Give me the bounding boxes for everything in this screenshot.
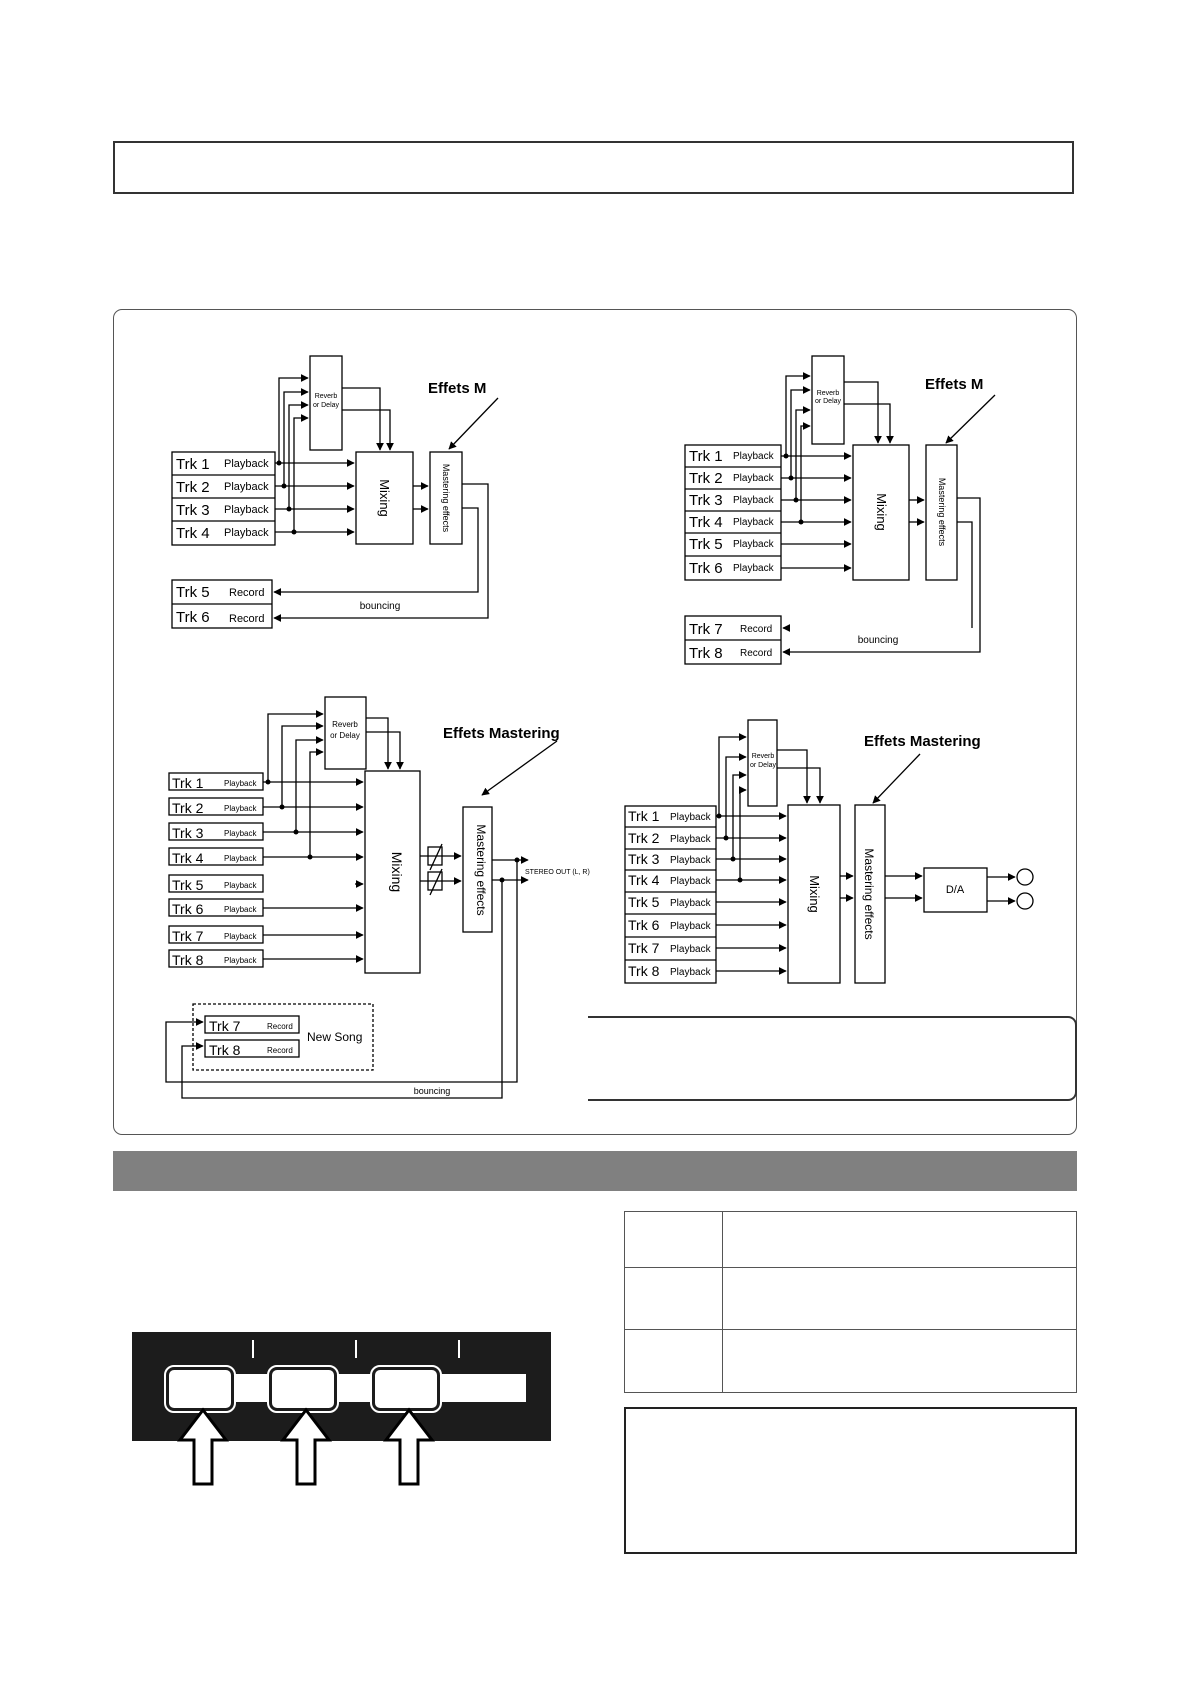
track-mode: Playback bbox=[224, 481, 269, 493]
mastering-label: Mastering effects bbox=[862, 848, 876, 940]
reverb-label: or Delay bbox=[330, 731, 360, 740]
reverb-label: Reverb bbox=[314, 393, 338, 400]
mixing-label: Mixing bbox=[874, 493, 889, 531]
track-name: Trk 5 bbox=[628, 894, 660, 910]
diagram-mixdown-stereo bbox=[625, 720, 1033, 983]
track-name: Trk 4 bbox=[689, 514, 723, 531]
track-mode: Playback bbox=[670, 834, 711, 845]
track-name: Trk 7 bbox=[628, 940, 660, 956]
diagram-bounce-6-to-2 bbox=[685, 356, 995, 664]
track-name: Trk 8 bbox=[628, 963, 660, 979]
track-mode: Playback bbox=[224, 881, 257, 890]
new-song-label: New Song bbox=[307, 1030, 363, 1044]
effects-label: Effets Mastering bbox=[443, 725, 560, 742]
track-name: Trk 2 bbox=[628, 830, 660, 846]
diagram-bounce-to-new-song bbox=[166, 697, 590, 1098]
track-name: Trk 7 bbox=[209, 1018, 241, 1034]
track-mode: Playback bbox=[733, 495, 774, 506]
track-mode: Playback bbox=[224, 779, 257, 788]
bouncing-label: bouncing bbox=[413, 1086, 451, 1096]
track-name: Trk 2 bbox=[172, 800, 204, 816]
track-mode: Playback bbox=[670, 812, 711, 823]
effects-label: Effets M bbox=[428, 380, 487, 397]
track-name: Trk 6 bbox=[176, 609, 210, 626]
track-name: Trk 8 bbox=[689, 645, 723, 662]
track-mode: Playback bbox=[733, 473, 774, 484]
track-name: Trk 1 bbox=[176, 456, 210, 473]
track-name: Trk 5 bbox=[172, 877, 204, 893]
diagram-bounce-4-to-2 bbox=[172, 356, 498, 628]
mixing-label: Mixing bbox=[389, 851, 405, 893]
track-name: Trk 6 bbox=[689, 560, 723, 577]
track-name: Trk 1 bbox=[628, 808, 660, 824]
track-mode: Record bbox=[740, 624, 773, 635]
track-name: Trk 5 bbox=[689, 536, 723, 553]
track-name: Trk 7 bbox=[689, 621, 723, 638]
mixing-label: Mixing bbox=[807, 875, 822, 913]
track-mode: Playback bbox=[224, 932, 257, 941]
track-mode: Record bbox=[229, 587, 265, 599]
track-mode: Playback bbox=[733, 451, 774, 462]
track-mode: Playback bbox=[224, 956, 257, 965]
track-mode: Playback bbox=[224, 458, 269, 470]
track-name: Trk 4 bbox=[172, 850, 204, 866]
track-mode: Playback bbox=[224, 829, 257, 838]
track-name: Trk 8 bbox=[172, 952, 204, 968]
track-name: Trk 2 bbox=[176, 479, 210, 496]
track-mode: Playback bbox=[224, 905, 257, 914]
track-name: Trk 3 bbox=[172, 825, 204, 841]
track-mode: Playback bbox=[224, 804, 257, 813]
track-mode: Playback bbox=[224, 504, 269, 516]
stereo-out-label: STEREO OUT (L, R) bbox=[525, 869, 590, 876]
track-mode: Record bbox=[740, 648, 773, 659]
mixing-label: Mixing bbox=[377, 479, 392, 517]
track-name: Trk 1 bbox=[172, 775, 204, 791]
effects-label: Effets Mastering bbox=[864, 733, 981, 750]
track-mode: Playback bbox=[670, 855, 711, 866]
track-mode: Playback bbox=[224, 854, 257, 863]
mastering-label: Mastering effects bbox=[441, 463, 451, 533]
track-mode: Playback bbox=[733, 517, 774, 528]
track-mode: Playback bbox=[670, 876, 711, 887]
track-name: Trk 3 bbox=[628, 851, 660, 867]
track-name: Trk 3 bbox=[689, 492, 723, 509]
track-mode: Record bbox=[267, 1022, 293, 1031]
track-mode: Playback bbox=[670, 944, 711, 955]
track-name: Trk 4 bbox=[176, 525, 210, 542]
track-mode: Playback bbox=[733, 563, 774, 574]
track-name: Trk 2 bbox=[689, 470, 723, 487]
bouncing-label: bouncing bbox=[359, 601, 401, 612]
effects-label: Effets M bbox=[925, 376, 984, 393]
mastering-label: Mastering effects bbox=[474, 824, 488, 916]
track-name: Trk 4 bbox=[628, 872, 660, 888]
da-label: D/A bbox=[945, 884, 965, 896]
track-mode: Playback bbox=[670, 898, 711, 909]
track-mode: Playback bbox=[733, 539, 774, 550]
reverb-label: or Delay bbox=[312, 402, 340, 409]
bouncing-label: bouncing bbox=[857, 635, 899, 646]
mastering-label: Mastering effects bbox=[937, 477, 947, 547]
track-name: Trk 8 bbox=[209, 1042, 241, 1058]
track-mode: Record bbox=[229, 613, 265, 625]
track-name: Trk 3 bbox=[176, 502, 210, 519]
track-name: Trk 7 bbox=[172, 928, 204, 944]
reverb-label: or Delay bbox=[749, 762, 777, 769]
track-mode: Record bbox=[267, 1046, 293, 1055]
track-mode: Playback bbox=[224, 527, 269, 539]
track-mode: Playback bbox=[670, 921, 711, 932]
reverb-label: Reverb bbox=[751, 753, 775, 760]
reverb-label: Reverb bbox=[816, 390, 840, 397]
track-name: Trk 6 bbox=[172, 901, 204, 917]
track-mode: Playback bbox=[670, 967, 711, 978]
reverb-label: or Delay bbox=[814, 398, 842, 405]
track-name: Trk 5 bbox=[176, 584, 210, 601]
reverb-label: Reverb bbox=[332, 720, 358, 729]
track-name: Trk 1 bbox=[689, 448, 723, 465]
track-name: Trk 6 bbox=[628, 917, 660, 933]
